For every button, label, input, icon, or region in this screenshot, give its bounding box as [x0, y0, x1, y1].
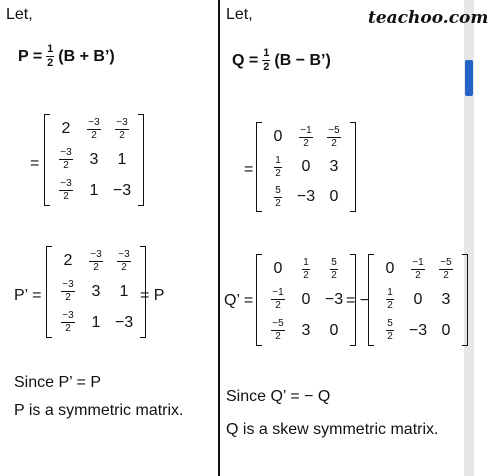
- matrix-cell: $\frac{5}{2}$: [387, 318, 393, 343]
- half-num: 1: [47, 43, 54, 55]
- matrix-cell: $\frac{-3}{2}$: [60, 147, 72, 172]
- half-fraction: [262, 48, 270, 73]
- matrix-cell: 0: [301, 158, 311, 175]
- matrix-cell: $\frac{-1}{2}$: [272, 287, 284, 312]
- p-transpose-lhs: P’ =: [14, 287, 42, 304]
- p-def-rhs: (B + B’): [58, 47, 115, 65]
- equals-sign: =: [244, 161, 254, 178]
- q-neg-matrix: [368, 254, 468, 346]
- right-since-text: Since Q’ = − Q: [226, 388, 331, 405]
- matrix-cell: $\frac{1}{2}$: [275, 154, 281, 179]
- matrix-cell: 0: [329, 188, 339, 205]
- right-let-text: Let,: [226, 6, 253, 23]
- matrix-cell: $\frac{5}{2}$: [331, 256, 337, 281]
- matrix-cell: $\frac{-5}{2}$: [440, 256, 452, 281]
- left-conclusion-text: P is a symmetric matrix.: [14, 402, 184, 419]
- matrix-cell: $\frac{-5}{2}$: [272, 318, 284, 343]
- matrix-cell: 3: [329, 158, 339, 175]
- scrollbar[interactable]: [464, 0, 474, 476]
- p-transpose-rhs: = P: [140, 287, 165, 304]
- half-den: 2: [47, 57, 54, 69]
- matrix-cell: $\frac{-3}{2}$: [118, 248, 130, 273]
- matrix-cell: 0: [413, 290, 423, 308]
- matrix-cell: $\frac{-1}{2}$: [300, 124, 312, 149]
- q-def-lhs: Q =: [232, 51, 259, 69]
- matrix-cell: 0: [301, 290, 311, 308]
- matrix-cell: 0: [273, 260, 283, 278]
- matrix-cell: $\frac{-3}{2}$: [62, 310, 74, 335]
- matrix-cell: −3: [112, 181, 132, 199]
- matrix-cell: 2: [61, 120, 71, 138]
- p-transpose-matrix: [46, 246, 146, 338]
- matrix-cell: $\frac{-1}{2}$: [412, 256, 424, 281]
- matrix-cell: 2: [63, 252, 73, 270]
- half-num: 1: [263, 47, 270, 59]
- matrix-cell: $\frac{1}{2}$: [303, 256, 309, 281]
- matrix-cell: 3: [301, 321, 311, 339]
- right-bracket: [138, 114, 144, 206]
- matrix-cell: −3: [408, 321, 428, 339]
- right-bracket: [350, 122, 356, 212]
- matrix-cell: 0: [273, 128, 283, 145]
- matrix-cell: $\frac{-3}{2}$: [60, 178, 72, 203]
- matrix-cell: $\frac{-3}{2}$: [116, 116, 128, 141]
- matrix-cell: 3: [91, 282, 101, 300]
- matrix-cell: −3: [296, 188, 316, 205]
- p-definition: [18, 44, 115, 69]
- matrix-cell: 3: [441, 290, 451, 308]
- right-conclusion-text: Q is a skew symmetric matrix.: [226, 421, 439, 438]
- matrix-cell: 0: [329, 321, 339, 339]
- p-matrix: [44, 114, 144, 206]
- q-transpose-mid: = −: [346, 292, 370, 309]
- matrix-cell: −3: [324, 290, 344, 308]
- matrix-cell: 1: [117, 150, 127, 168]
- left-let-text: Let,: [6, 6, 33, 23]
- matrix-cell: $\frac{-5}{2}$: [328, 124, 340, 149]
- matrix-cell: $\frac{-3}{2}$: [62, 279, 74, 304]
- matrix-cell: $\frac{-3}{2}$: [90, 248, 102, 273]
- matrix-cell: $\frac{5}{2}$: [275, 184, 281, 209]
- equals-sign: =: [30, 155, 40, 172]
- q-transpose-matrix: [256, 254, 356, 346]
- matrix-cell: $\frac{1}{2}$: [387, 287, 393, 312]
- matrix-cell: 1: [91, 313, 101, 331]
- matrix-cell: 1: [119, 282, 129, 300]
- right-bracket: [462, 254, 468, 346]
- matrix-cell: 1: [89, 181, 99, 199]
- matrix-cell: $\frac{-3}{2}$: [88, 116, 100, 141]
- q-matrix: [256, 122, 356, 212]
- q-def-rhs: (B − B’): [274, 51, 331, 69]
- scrollbar-thumb[interactable]: [465, 60, 473, 96]
- q-definition: [232, 48, 331, 73]
- matrix-cell: 3: [89, 150, 99, 168]
- matrix-cell: 0: [385, 260, 395, 278]
- left-since-text: Since P’ = P: [14, 374, 102, 391]
- half-den: 2: [263, 61, 270, 73]
- column-divider: [218, 0, 220, 476]
- half-fraction: [46, 44, 54, 69]
- q-transpose-lhs: Q’ =: [224, 292, 254, 309]
- teachoo-logo: teachoo.com: [368, 8, 488, 28]
- matrix-cell: −3: [114, 313, 134, 331]
- p-def-lhs: P =: [18, 47, 43, 65]
- matrix-cell: 0: [441, 321, 451, 339]
